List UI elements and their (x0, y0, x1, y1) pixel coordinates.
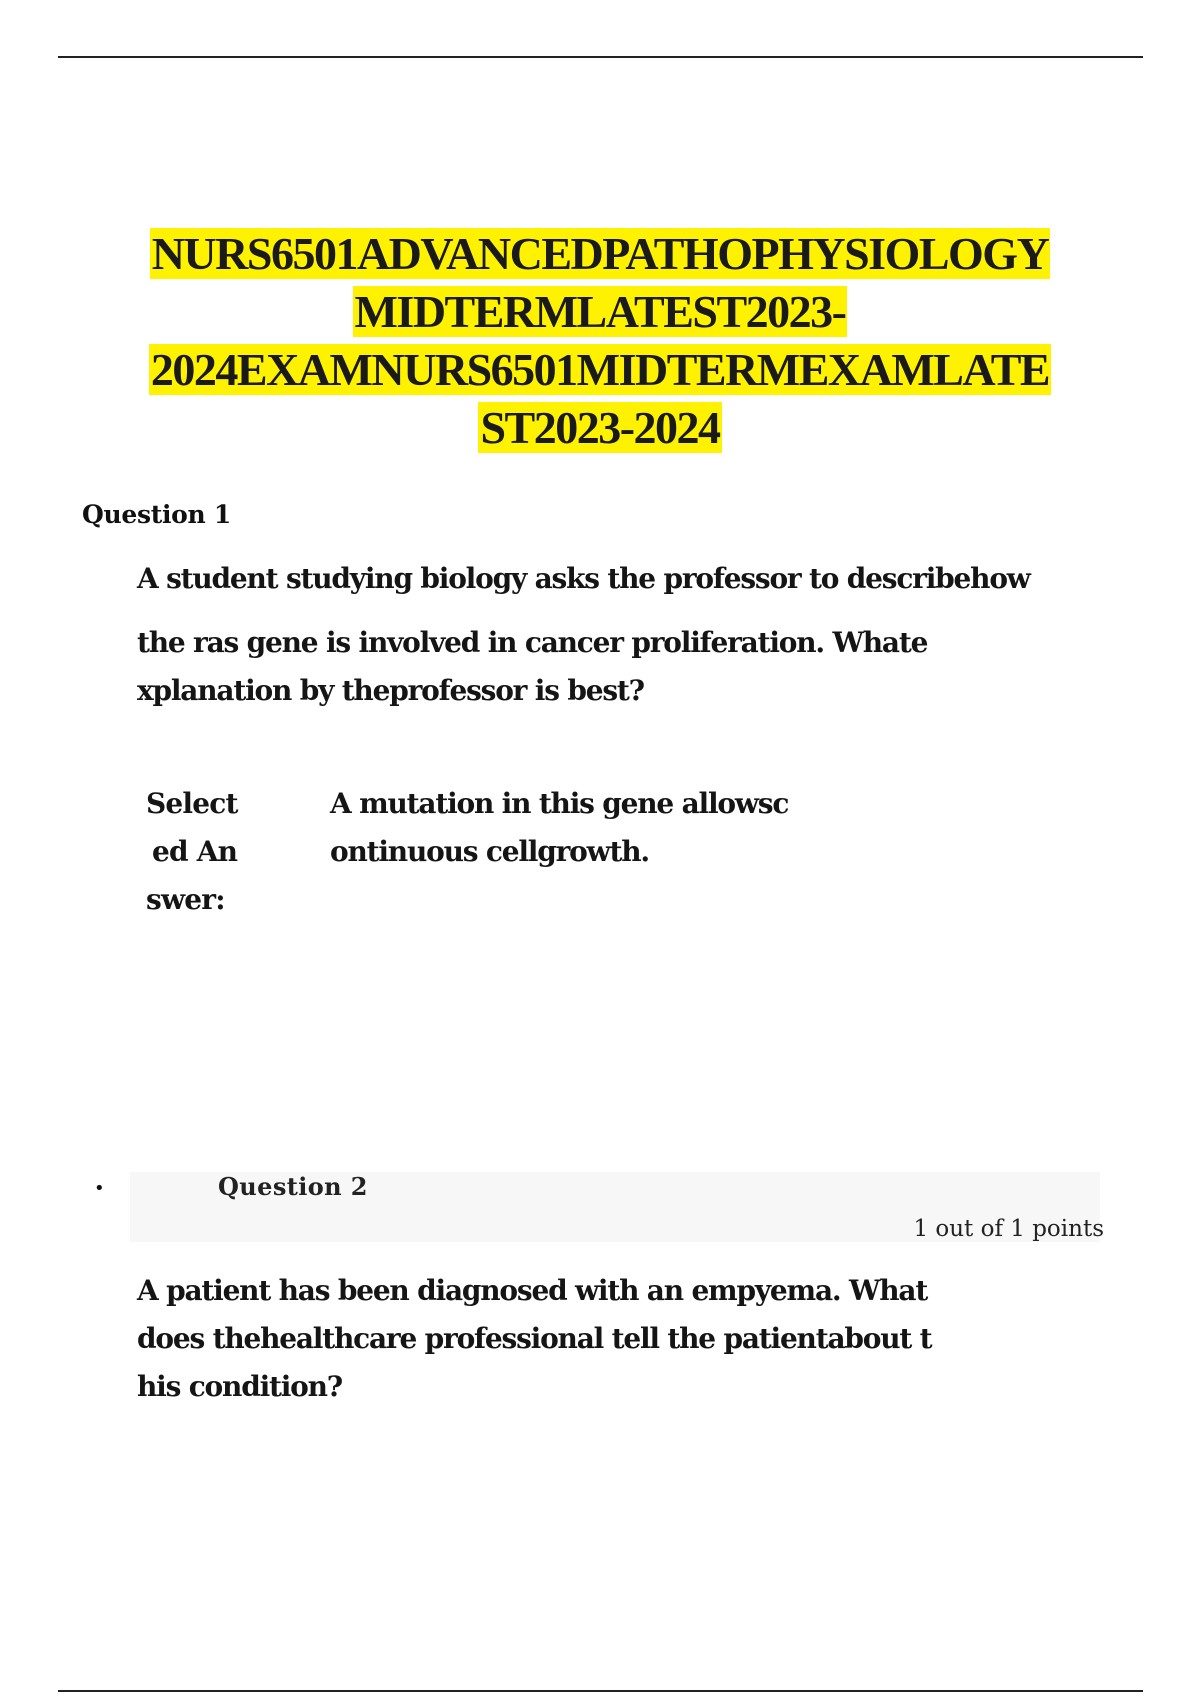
question-2-text-line: A patient has been diagnosed with an empyema. What (137, 1274, 928, 1307)
question-1-text-line: A student studying biology asks the professor to describehow (137, 562, 1030, 595)
title-line: MIDTERMLATEST2023- (354, 286, 846, 337)
selected-answer-label: Select ed An swer: (146, 787, 238, 916)
title-line: NURS6501ADVANCEDPATHOPHYSIOLOGY (151, 228, 1049, 279)
question-2-text-line: does thehealthcare professional tell the patientabout t (137, 1322, 932, 1355)
title-line: ST2023-2024 (480, 402, 720, 453)
top-rule (58, 56, 1143, 58)
question-2-text-line: his condition? (137, 1370, 343, 1403)
document-title (60, 225, 1140, 457)
question-2-points: 1 out of 1 points (913, 1216, 1104, 1242)
question-1-heading: Question 1 (82, 500, 231, 529)
selected-answer-text: A mutation in this gene allowsc ontinuous cellgrowth. (330, 787, 789, 868)
bottom-rule (58, 1690, 1143, 1692)
question-1-text-line: the ras gene is involved in cancer proliferation. Whate (137, 626, 928, 659)
question-2-heading: Question 2 (218, 1172, 368, 1201)
bullet-icon: • (94, 1178, 105, 1199)
question-1-text-line: xplanation by theprofessor is best? (137, 674, 644, 707)
title-line: 2024EXAMNURS6501MIDTERMEXAMLATE (150, 344, 1050, 395)
